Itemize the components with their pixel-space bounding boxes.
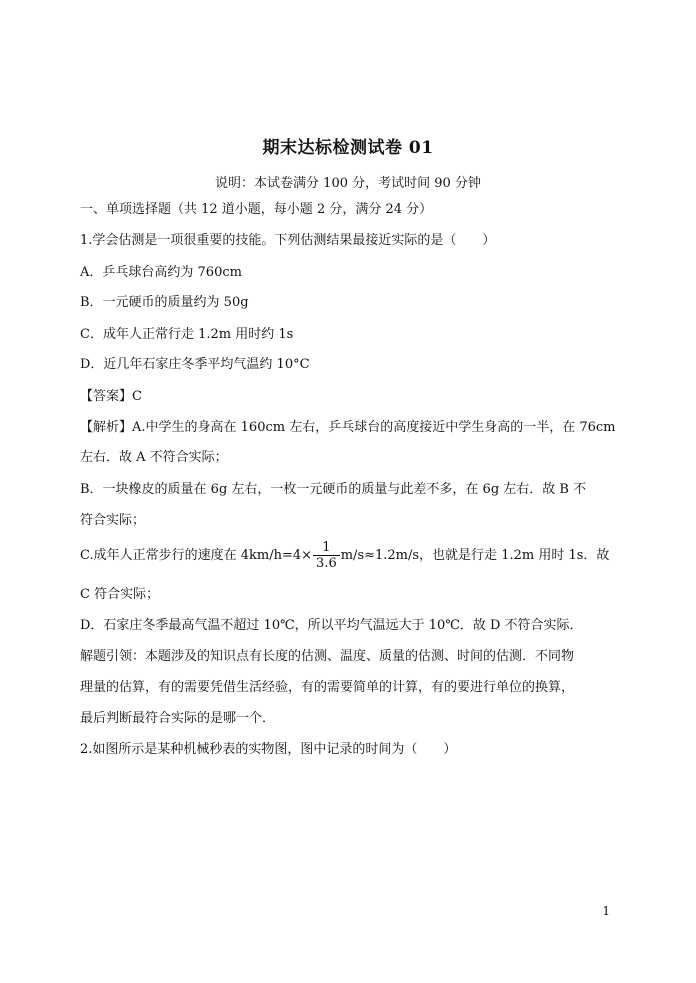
analysis-line-4: 符合实际；: [80, 513, 146, 528]
fraction-numerator: 1: [322, 540, 331, 555]
section-heading: 一、单项选择题（共 12 道小题，每小题 2 分，满分 24 分）: [80, 202, 433, 217]
question-1-option-b: B．一元硬币的质量约为 50g: [80, 295, 249, 310]
guide-line-3: 最后判断最符合实际的是哪一个．: [80, 711, 276, 726]
analysis-line-6: C 符合实际；: [80, 587, 160, 602]
guide-line-1: 解题引领：本题涉及的知识点有长度的估测、温度、质量的估测、时间的估测．不同物: [80, 649, 575, 664]
fraction-denominator: 3.6: [313, 555, 340, 571]
analysis-line-5: [80, 540, 609, 571]
analysis-line-5-suffix: m/s≈1.2m/s，也就是行走 1.2m 用时 1s．故: [340, 548, 610, 563]
fraction: [313, 540, 340, 571]
question-1-stem: 1.学会估测是一项很重要的技能。下列估测结果最接近实际的是（ ）: [80, 233, 496, 248]
question-2-stem: 2.如图所示是某种机械秒表的实物图，图中记录的时间为（ ）: [80, 742, 457, 757]
page-title: 期末达标检测试卷 01: [262, 138, 434, 158]
answer-line: 【答案】C: [80, 389, 142, 404]
analysis-line-7: D．石家庄冬季最高气温不超过 10℃，所以平均气温远大于 10℃．故 D 不符合实际．: [80, 618, 583, 633]
question-1-option-d: D．近几年石家庄冬季平均气温约 10°C: [80, 357, 310, 372]
analysis-line-1: 【解析】A.中学生的身高在 160cm 左右，乒乓球台的高度接近中学生身高的一半，在 76cm: [80, 420, 616, 435]
guide-line-2: 理量的估算，有的需要凭借生活经验，有的需要简单的计算，有的要进行单位的换算，: [80, 680, 575, 695]
analysis-line-5-prefix: C.成年人正常步行的速度在 4km/h=4×: [80, 548, 313, 563]
exam-description: 说明：本试卷满分 100 分，考试时间 90 分钟: [215, 176, 481, 191]
analysis-line-3: B．一块橡皮的质量在 6g 左右，一枚一元硬币的质量与此差不多，在 6g 左右．故 B 不: [80, 482, 587, 497]
analysis-line-2: 左右．故 A 不符合实际；: [80, 450, 228, 465]
question-1-option-a: A．乒乓球台高约为 760cm: [80, 265, 242, 280]
question-1-option-c: C．成年人正常行走 1.2m 用时约 1s: [80, 327, 294, 342]
page-number: 1: [602, 904, 610, 918]
